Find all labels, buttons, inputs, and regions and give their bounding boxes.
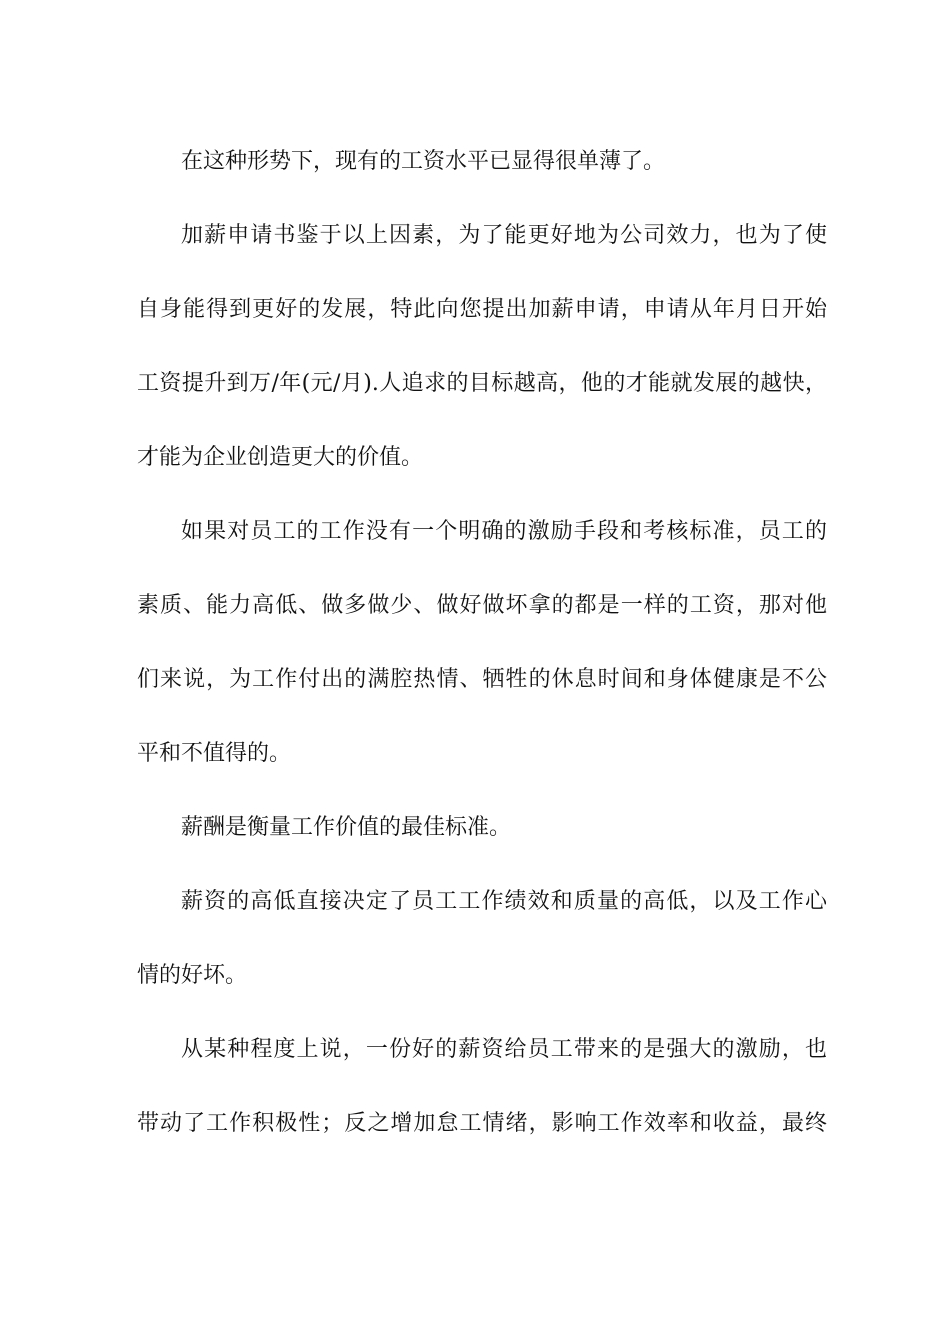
paragraph-3 [137,516,827,812]
text-line: 薪资的高低直接决定了员工工作绩效和质量的高低，以及工作心 [181,889,827,914]
text-line: 工资提升到万/年(元/月).人追求的目标越高，他的才能就发展的越快， [137,371,827,396]
text-line: 们来说，为工作付出的满腔热情、牺牲的休息时间和身体健康是不公 [137,667,827,692]
text-line: 平和不值得的。 [137,741,292,766]
paragraph-6 [137,1034,827,1182]
paragraph-5 [137,886,827,1034]
text-line: 加薪申请书鉴于以上因素，为了能更好地为公司效力，也为了使 [181,223,827,248]
text-line: 从某种程度上说，一份好的薪资给员工带来的是强大的激励，也 [181,1037,827,1062]
text-line: 带动了工作积极性；反之增加怠工情绪，影响工作效率和收益，最终 [137,1111,827,1136]
document-body [137,146,827,1182]
text-line: 在这种形势下，现有的工资水平已显得很单薄了。 [181,149,666,174]
text-line: 薪酬是衡量工作价值的最佳标准。 [181,815,512,840]
text-line: 自身能得到更好的发展，特此向您提出加薪申请，申请从年月日开始 [137,297,827,322]
paragraph-1 [137,146,827,220]
paragraph-4 [137,812,827,886]
text-line: 才能为企业创造更大的价值。 [137,445,424,470]
paragraph-2 [137,220,827,516]
text-line: 情的好坏。 [137,963,248,988]
text-line: 素质、能力高低、做多做少、做好做坏拿的都是一样的工资，那对他 [137,593,827,618]
text-line: 如果对员工的工作没有一个明确的激励手段和考核标准，员工的 [181,519,827,544]
